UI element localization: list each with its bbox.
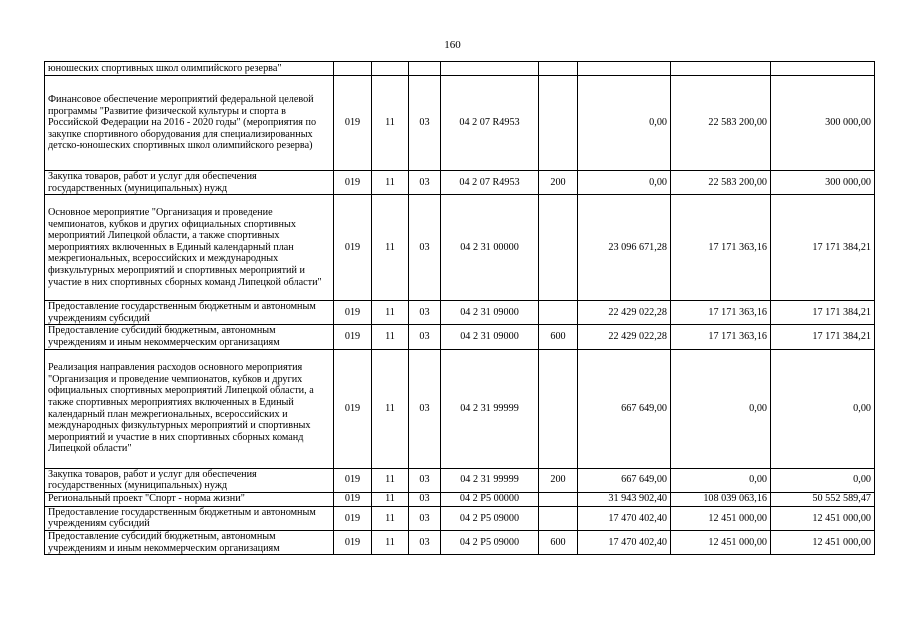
table-row [45,301,875,325]
cell-grbs: 019 [334,530,372,554]
cell-target-article: 04 2 P5 09000 [441,530,539,554]
cell-expense-type [539,349,578,468]
cell-section: 11 [372,76,409,171]
cell-target-article: 04 2 P5 09000 [441,506,539,530]
cell-section: 11 [372,468,409,492]
table-row [45,325,875,349]
row-description: Предоставление субсидий бюджетным, автономным учреждениям и иным некоммерческим организациям [45,530,334,554]
cell-target-article: 04 2 P5 00000 [441,492,539,506]
cell-grbs: 019 [334,301,372,325]
cell-sum-year-2: 0,00 [671,468,771,492]
cell-expense-type [539,506,578,530]
cell-sum-year-2: 0,00 [671,349,771,468]
cell-grbs: 019 [334,492,372,506]
table-row [45,530,875,554]
cell-sum-year-2: 17 171 363,16 [671,301,771,325]
cell-target-article [441,62,539,76]
cell-subsection: 03 [409,76,441,171]
cell-target-article: 04 2 31 00000 [441,195,539,301]
cell-sum-year-3: 300 000,00 [771,171,875,195]
cell-sum-year-2: 17 171 363,16 [671,325,771,349]
cell-sum-year-2: 12 451 000,00 [671,530,771,554]
cell-subsection: 03 [409,492,441,506]
cell-sum-year-1: 667 649,00 [578,468,671,492]
cell-sum-year-2: 12 451 000,00 [671,506,771,530]
cell-subsection: 03 [409,325,441,349]
row-description: Предоставление государственным бюджетным и автономным учреждениям субсидий [45,506,334,530]
cell-target-article: 04 2 07 R4953 [441,171,539,195]
cell-grbs: 019 [334,325,372,349]
cell-grbs: 019 [334,468,372,492]
cell-target-article: 04 2 31 99999 [441,349,539,468]
table-row [45,62,875,76]
cell-section: 11 [372,349,409,468]
cell-sum-year-1 [578,62,671,76]
row-description: Основное мероприятие "Организация и проведение чемпионатов, кубков и других официальных спортивных мероприятий Липецкой области, а также спортивных мероприятиях включенных в Единый календарный план межрегиональных, всероссийских и международных физкультурных мероприятий и спортивных мероприятий и участие в них спортивных сборных команд Липецкой области" [45,195,334,301]
row-description: Региональный проект "Спорт - норма жизни" [45,492,334,506]
cell-subsection: 03 [409,530,441,554]
budget-table [44,61,875,555]
table-row [45,492,875,506]
cell-expense-type [539,492,578,506]
cell-grbs: 019 [334,195,372,301]
table-row [45,195,875,301]
cell-grbs [334,62,372,76]
cell-grbs: 019 [334,349,372,468]
cell-expense-type [539,62,578,76]
cell-sum-year-1: 0,00 [578,76,671,171]
cell-sum-year-2: 22 583 200,00 [671,76,771,171]
cell-grbs: 019 [334,506,372,530]
cell-sum-year-1: 0,00 [578,171,671,195]
cell-sum-year-3: 17 171 384,21 [771,195,875,301]
cell-section: 11 [372,195,409,301]
cell-grbs: 019 [334,76,372,171]
cell-target-article: 04 2 31 09000 [441,325,539,349]
cell-section: 11 [372,506,409,530]
cell-sum-year-1: 667 649,00 [578,349,671,468]
cell-sum-year-1: 22 429 022,28 [578,301,671,325]
row-description: Закупка товаров, работ и услуг для обеспечения государственных (муниципальных) нужд [45,171,334,195]
cell-target-article: 04 2 31 09000 [441,301,539,325]
cell-subsection: 03 [409,171,441,195]
cell-subsection: 03 [409,349,441,468]
cell-subsection: 03 [409,468,441,492]
table-row [45,349,875,468]
cell-expense-type: 200 [539,468,578,492]
cell-sum-year-2: 17 171 363,16 [671,195,771,301]
cell-sum-year-3 [771,62,875,76]
cell-subsection [409,62,441,76]
cell-sum-year-1: 22 429 022,28 [578,325,671,349]
cell-sum-year-1: 17 470 402,40 [578,530,671,554]
cell-sum-year-3: 17 171 384,21 [771,301,875,325]
row-description: юношеских спортивных школ олимпийского резерва" [45,62,334,76]
cell-expense-type: 600 [539,530,578,554]
table-row [45,506,875,530]
cell-sum-year-3: 12 451 000,00 [771,530,875,554]
cell-subsection: 03 [409,506,441,530]
cell-grbs: 019 [334,171,372,195]
cell-expense-type [539,195,578,301]
row-description: Закупка товаров, работ и услуг для обеспечения государственных (муниципальных) нужд [45,468,334,492]
cell-section: 11 [372,325,409,349]
cell-sum-year-3: 50 552 589,47 [771,492,875,506]
cell-sum-year-3: 12 451 000,00 [771,506,875,530]
row-description: Реализация направления расходов основного мероприятия "Организация и проведение чемпионатов, кубков и других официальных спортивных мероприятий Липецкой области, а также спортивных мероприятиях включенных в Единый календарный план межрегиональных, всероссийских и международных физкультурных мероприятий и спортивных мероприятий и участие в них спортивных сборных команд Липецкой области" [45,349,334,468]
cell-sum-year-2: 22 583 200,00 [671,171,771,195]
cell-section: 11 [372,301,409,325]
table-row [45,171,875,195]
cell-sum-year-3: 0,00 [771,468,875,492]
cell-sum-year-3: 17 171 384,21 [771,325,875,349]
cell-sum-year-3: 300 000,00 [771,76,875,171]
cell-target-article: 04 2 07 R4953 [441,76,539,171]
cell-sum-year-2 [671,62,771,76]
row-description: Финансовое обеспечение мероприятий федеральной целевой программы "Развитие физической культуры и спорта в Российской Федерации на 2016 - 2020 годы" (мероприятия по закупке спортивного оборудования для специализированных детско-юношеских спортивных школ олимпийского резерва) [45,76,334,171]
cell-expense-type [539,76,578,171]
cell-section [372,62,409,76]
cell-expense-type: 600 [539,325,578,349]
cell-section: 11 [372,171,409,195]
cell-expense-type: 200 [539,171,578,195]
cell-sum-year-1: 17 470 402,40 [578,506,671,530]
cell-subsection: 03 [409,195,441,301]
row-description: Предоставление субсидий бюджетным, автономным учреждениям и иным некоммерческим организациям [45,325,334,349]
cell-section: 11 [372,492,409,506]
cell-sum-year-3: 0,00 [771,349,875,468]
row-description: Предоставление государственным бюджетным и автономным учреждениям субсидий [45,301,334,325]
cell-sum-year-1: 23 096 671,28 [578,195,671,301]
page-number: 160 [444,39,461,51]
cell-sum-year-1: 31 943 902,40 [578,492,671,506]
cell-expense-type [539,301,578,325]
cell-section: 11 [372,530,409,554]
table-row [45,468,875,492]
table-row [45,76,875,171]
cell-subsection: 03 [409,301,441,325]
cell-target-article: 04 2 31 99999 [441,468,539,492]
cell-sum-year-2: 108 039 063,16 [671,492,771,506]
